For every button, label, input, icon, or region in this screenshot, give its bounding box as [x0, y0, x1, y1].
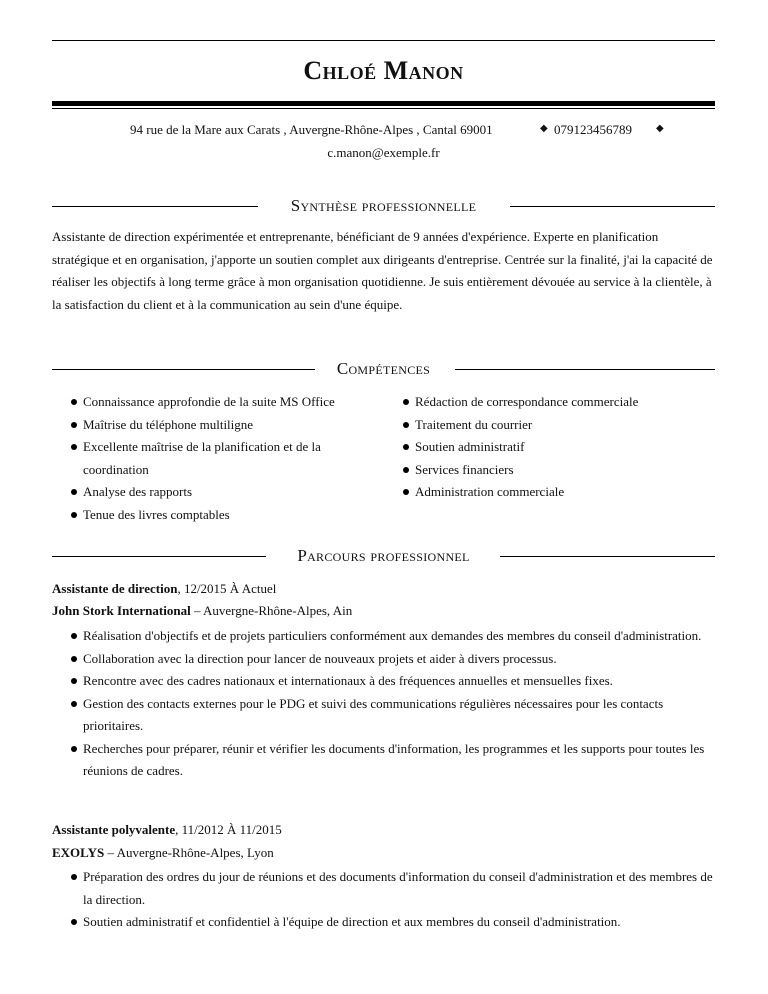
- job-dates: , 12/2015 À Actuel: [177, 581, 277, 596]
- summary-text: Assistante de direction expérimentée et entreprenante, bénéficiant de 9 années d'expérience. Experte en planification stratégique et en organisation, j'apporte un soutien complet aux dirigeants d'entreprise. Centrée sur la finalité, j'ai la capacité de réaliser les objectifs à long terme grâce à mon organisation quotidienne. Je suis entièrement dévouée au service à la clientèle, à la satisfaction du client et à la communication au sein d'une équipe.: [52, 229, 713, 312]
- section-title: Parcours professionnel: [297, 546, 470, 565]
- list-item: Réalisation d'objectifs et de projets particuliers conformément aux demandes des membres du conseil d'administration.: [52, 625, 715, 648]
- job-1-bullets: [52, 625, 715, 783]
- list-item: Soutien administratif: [384, 436, 715, 459]
- address: 94 rue de la Mare aux Carats , Auvergne-Rhône-Alpes , Cantal 69001: [130, 122, 493, 137]
- heading-rule: [455, 369, 715, 370]
- list-item: Services financiers: [384, 459, 715, 482]
- job-2-bullets: [52, 866, 715, 934]
- candidate-name: Chloé Manon: [303, 56, 464, 85]
- skills-list-right: [384, 391, 715, 504]
- job-role: Assistante polyvalente: [52, 822, 176, 837]
- list-item: Connaissance approfondie de la suite MS Office: [52, 391, 374, 414]
- heading-rule: [500, 556, 715, 557]
- email: c.manon@exemple.fr: [327, 145, 440, 160]
- company-location: – Auvergne-Rhône-Alpes, Ain: [190, 603, 353, 618]
- company-location: – Auvergne-Rhône-Alpes, Lyon: [104, 845, 274, 860]
- job-2-heading: [52, 822, 282, 838]
- job-2-company-line: [52, 845, 274, 861]
- list-item: Soutien administratif et confidentiel à l'équipe de direction et aux membres du conseil d'administration.: [52, 911, 715, 934]
- list-item: Recherches pour préparer, réunir et vérifier les documents d'information, les programmes et les supports pour toutes les réunions de cadres.: [52, 738, 715, 783]
- name-rule-thick: [52, 101, 715, 106]
- job-role: Assistante de direction: [52, 581, 178, 596]
- section-title: Synthèse professionnelle: [290, 196, 477, 215]
- company-name: EXOLYS: [52, 845, 105, 860]
- heading-rule: [510, 206, 715, 207]
- phone: 079123456789: [554, 122, 632, 137]
- section-title: Compétences: [336, 359, 431, 378]
- job-dates: , 11/2012 À 11/2015: [175, 822, 282, 837]
- job-1-heading: [52, 581, 276, 597]
- top-rule: [52, 40, 715, 41]
- list-item: Analyse des rapports: [52, 481, 374, 504]
- list-item: Administration commerciale: [384, 481, 715, 504]
- list-item: Collaboration avec la direction pour lancer de nouveaux projets et aider à divers processus.: [52, 648, 715, 671]
- list-item: Traitement du courrier: [384, 414, 715, 437]
- job-1-company-line: [52, 603, 352, 619]
- summary-heading: [52, 196, 715, 218]
- diamond-icon: ◆: [540, 123, 548, 134]
- diamond-icon: ◆: [656, 123, 664, 134]
- list-item: Rencontre avec des cadres nationaux et internationaux à des fréquences annuelles et mensuelles fixes.: [52, 670, 715, 693]
- experience-heading: [52, 546, 715, 568]
- skills-heading: [52, 359, 715, 381]
- list-item: Excellente maîtrise de la planification et de la coordination: [52, 436, 374, 481]
- name-rule-thin: [52, 108, 715, 109]
- list-item: Tenue des livres comptables: [52, 504, 374, 527]
- list-item: Préparation des ordres du jour de réunions et des documents d'information du conseil d'administration et des membres de la direction.: [52, 866, 715, 911]
- list-item: Gestion des contacts externes pour le PDG et suivi des communications régulières nécessaires pour les contacts prioritaires.: [52, 693, 715, 738]
- company-name: John Stork International: [52, 603, 191, 618]
- list-item: Rédaction de correspondance commerciale: [384, 391, 715, 414]
- skills-list-left: [52, 391, 374, 526]
- list-item: Maîtrise du téléphone multiligne: [52, 414, 374, 437]
